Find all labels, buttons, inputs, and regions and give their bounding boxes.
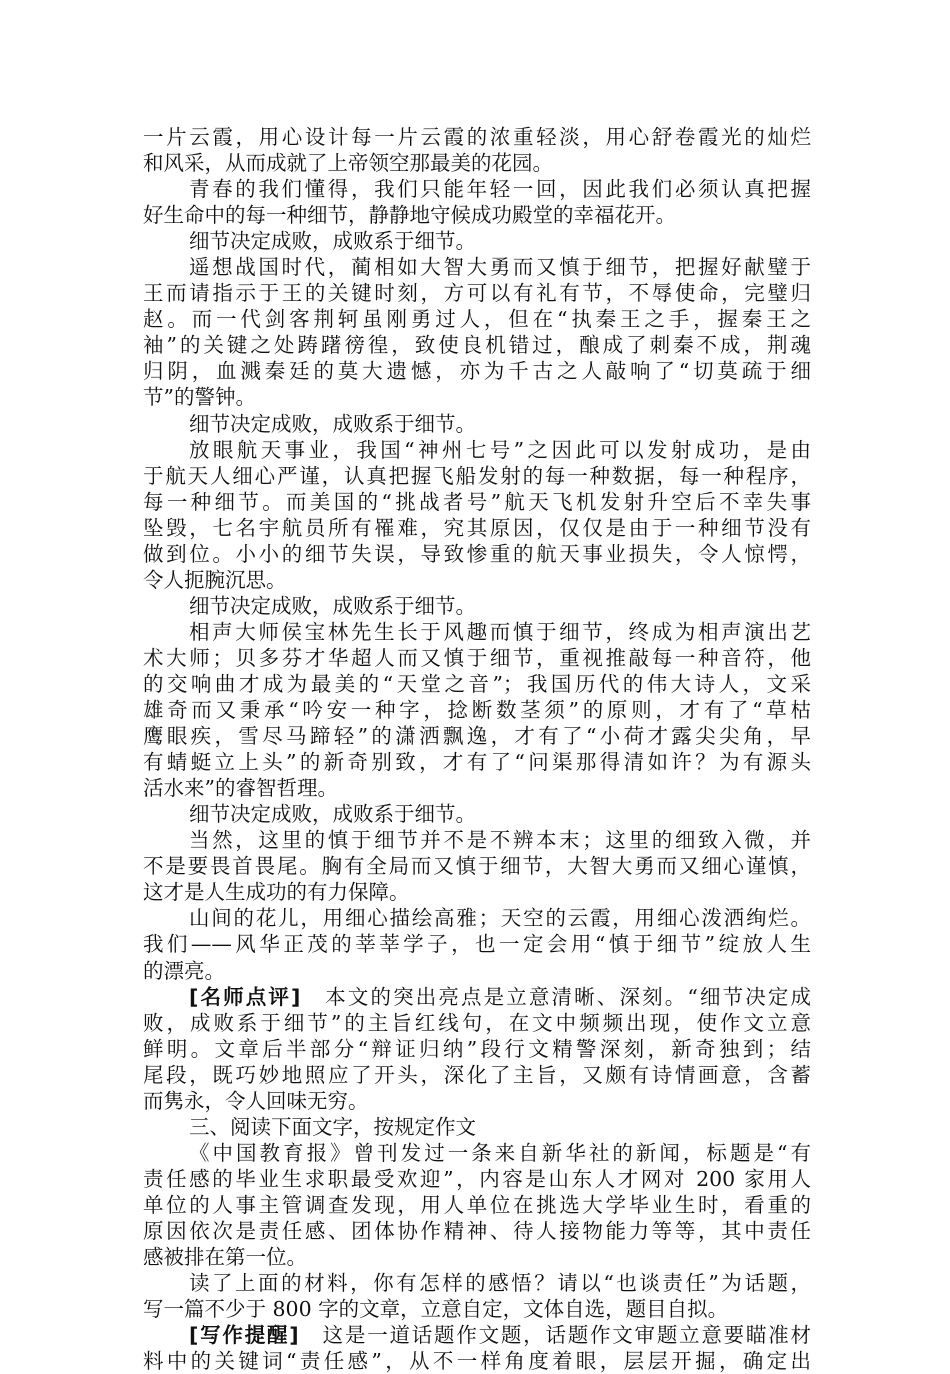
section3-line: 写一篇不少于 800 字的文章，立意自定，文体自选，题目自拟。: [143, 1297, 729, 1322]
essay-line: 每一种细节。而美国的“挑战者号”航天飞机发射升空后不幸失事: [143, 489, 811, 514]
essay-line: 雄奇而又秉承“吟安一种字，捻断数茎须”的原则，才有了“草枯: [143, 698, 811, 723]
comment-first-text: 本文的突出亮点是立意清晰、深刻。“细节决定成: [300, 984, 811, 1009]
section3-line: 原因依次是责任感、团体协作精神、待人接物能力等等，其中责任: [143, 1218, 811, 1243]
section3-heading: 三、阅读下面文字，按规定作文: [189, 1114, 476, 1139]
essay-line: 遥想战国时代，蔺相如大智大勇而又慎于细节，把握好献璧于: [189, 255, 811, 280]
section3-line: 责任感的毕业生求职最受欢迎”，内容是山东人才网对 200 家用人: [143, 1166, 811, 1191]
comment-body: [143, 1010, 811, 1114]
essay-line: 细节决定成败，成败系于细节。: [189, 411, 476, 436]
essay-line: 相声大师侯宝林先生长于风趣而慎于细节，终成为相声演出艺: [189, 619, 811, 644]
essay-line: 坠毁，七名宇航员所有罹难，究其原因，仅仅是由于一种细节没有: [143, 515, 811, 540]
essay-line: 当然，这里的慎于细节并不是不辨本末；这里的细致入微，并: [189, 828, 811, 853]
essay-line: 好生命中的每一种细节，静静地守候成功殿堂的幸福花开。: [143, 203, 676, 228]
essay-body: [143, 124, 811, 984]
essay-line: 令人扼腕沉思。: [143, 567, 287, 592]
tip-first-text: 这是一道话题作文题，话题作文审题立意要瞄准材: [298, 1323, 811, 1348]
tip-label: [写作提醒]: [189, 1323, 299, 1348]
essay-line: 活水来”的睿智哲理。: [143, 776, 338, 801]
section3-line: 《中国教育报》曾刊发过一条来自新华社的新闻，标题是“有: [189, 1140, 811, 1165]
essay-line: 细节决定成败，成败系于细节。: [189, 802, 476, 827]
section3-line: 感被排在第一位。: [143, 1245, 307, 1270]
tip-first-line: [143, 1322, 811, 1348]
essay-line: 放眼航天事业，我国“神州七号”之因此可以发射成功，是由: [189, 437, 811, 462]
section3-body: [143, 1140, 811, 1322]
comment-first-line: [143, 984, 811, 1010]
essay-line: 术大师；贝多芬才华超人而又慎于细节，重视推敲每一种音符，他: [143, 645, 811, 670]
essay-line: 鹰眼疾，雪尽马蹄轻”的潇洒飘逸，才有了“小荷才露尖尖角，早: [143, 724, 811, 749]
essay-line: 赵。而一代剑客荆轲虽刚勇过人，但在“执秦王之手，握秦王之: [143, 307, 811, 332]
essay-line: 山间的花儿，用细心描绘高雅；天空的云霞，用细心泼洒绚烂。: [189, 906, 811, 931]
essay-line: 有蜻蜓立上头”的新奇别致，才有了“问渠那得清如许？为有源头: [143, 750, 811, 775]
essay-line: 一片云霞，用心设计每一片云霞的浓重轻淡，用心舒卷霞光的灿烂: [143, 125, 811, 149]
tip-line: 料中的关键词“责任感”，从不一样角度着眼，层层开掘，确定出: [143, 1349, 811, 1374]
essay-line: 归阴，血溅秦廷的莫大遗憾，亦为千古之人敲响了“切莫疏于细: [143, 359, 811, 384]
essay-line: 青春的我们懂得，我们只能年轻一回，因此我们必须认真把握: [189, 177, 811, 202]
essay-line: 细节决定成败，成败系于细节。: [189, 229, 476, 254]
essay-line: 这才是人生成功的有力保障。: [143, 880, 410, 905]
tip-body: [143, 1348, 811, 1374]
comment-line: 鲜明。文章后半部分“辩证归纳”段行文精警深刻，新奇独到；结: [143, 1036, 811, 1061]
essay-line: 的漂亮。: [143, 958, 225, 983]
essay-line: 我们——风华正茂的莘莘学子，也一定会用“慎于细节”绽放人生: [143, 932, 811, 957]
section3-line: 单位的人事主管调查发现，用人单位在挑选大学毕业生时，看重的: [143, 1192, 811, 1217]
essay-line: 不是要畏首畏尾。胸有全局而又慎于细节，大智大勇而又细心谨慎，: [143, 854, 811, 879]
section3-line: 读了上面的材料，你有怎样的感悟？请以“也谈责任”为话题，: [189, 1271, 811, 1296]
essay-line: 节”的警钟。: [143, 385, 256, 410]
comment-label: [名师点评]: [189, 984, 301, 1009]
essay-line: 袖”的关键之处踌躇徬徨，致使良机错过，酿成了刺秦不成，荆魂: [143, 333, 811, 358]
essay-line: 于航天人细心严谨，认真把握飞船发射的每一种数据，每一种程序，: [143, 463, 811, 488]
essay-line: 王而请指示于王的关键时刻，方可以有礼有节，不辱使命，完璧归: [143, 281, 811, 306]
comment-line: 败，成败系于细节”的主旨红线句，在文中频频出现，使作文立意: [143, 1010, 811, 1035]
essay-line: 做到位。小小的细节失误，导致惨重的航天事业损失，令人惊愕，: [143, 541, 811, 566]
essay-line: 和风采，从而成就了上帝领空那最美的花园。: [143, 151, 553, 176]
document-page: [143, 124, 811, 1374]
essay-line: 的交响曲才成为最美的“天堂之音”；我国历代的伟大诗人，文采: [143, 671, 811, 696]
comment-line: 尾段，既巧妙地照应了开头，深化了主旨，又颇有诗情画意，含蓄: [143, 1062, 811, 1087]
comment-line: 而隽永，令人回味无穷。: [143, 1088, 369, 1113]
essay-line: 细节决定成败，成败系于细节。: [189, 593, 476, 618]
